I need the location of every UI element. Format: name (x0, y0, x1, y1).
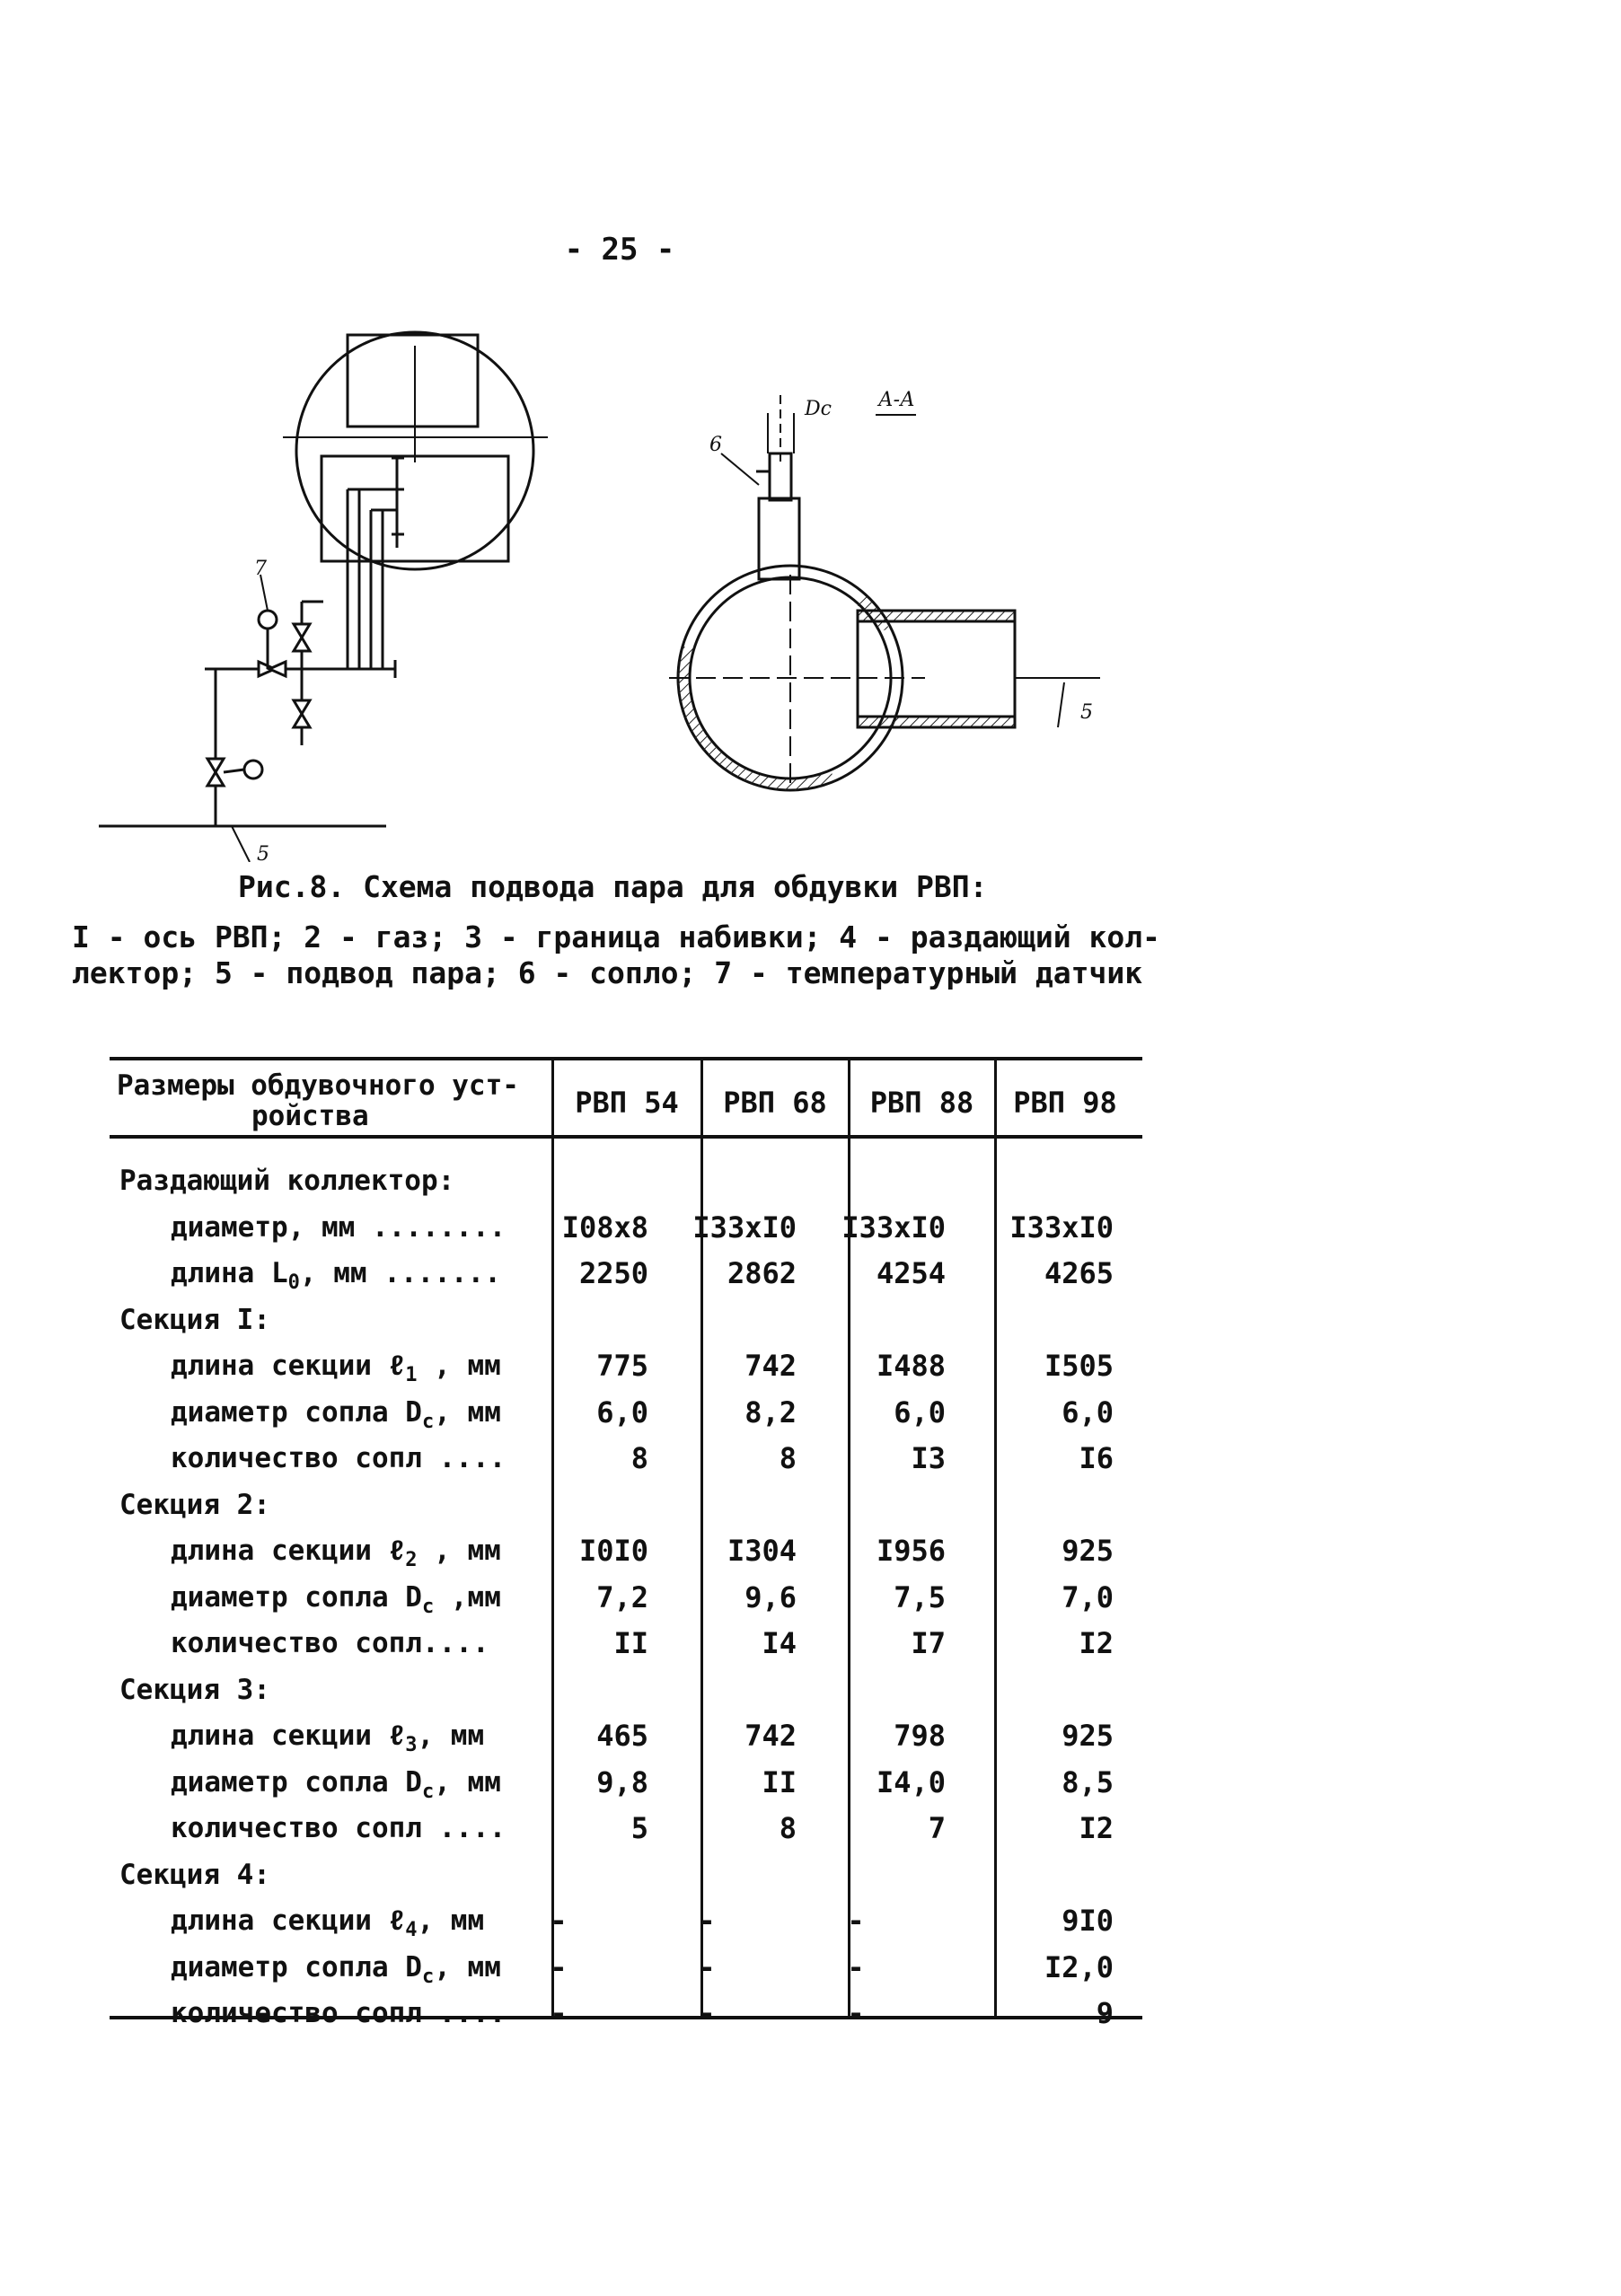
table-cell: I956 (876, 1534, 946, 1568)
row-label-suffix: ,мм (434, 1580, 501, 1614)
row-label-subscript: 1 (405, 1364, 418, 1387)
row-label-suffix: , мм (434, 1395, 501, 1429)
row-label-suffix: , мм (417, 1350, 501, 1382)
table-cell: - (550, 1996, 568, 2030)
table-cell: - (550, 1904, 568, 1938)
table-cell: - (847, 1996, 865, 2030)
row-label-subscript: c (421, 1595, 435, 1618)
row-label-subscript: 0 (287, 1271, 300, 1295)
table-cell: 8 (779, 1441, 797, 1475)
row-label-text: диаметр сопла D (171, 1950, 422, 1984)
table-cell: I0I0 (578, 1534, 648, 1568)
table-cell: - (698, 1996, 716, 2030)
table-cell: I2 (1079, 1811, 1114, 1845)
section-label: А-А (878, 389, 915, 411)
table-cell: 775 (596, 1349, 648, 1383)
table-cell: I3 (911, 1441, 946, 1475)
table-group-label: Секция 4: (119, 1858, 270, 1891)
table-cell: 742 (744, 1719, 797, 1753)
row-label-suffix: , мм (434, 1765, 501, 1799)
row-label-subscript: c (421, 1410, 435, 1433)
table-cell: II (613, 1626, 648, 1660)
row-label-text: диаметр сопла D (171, 1395, 422, 1429)
table-cell: 925 (1062, 1534, 1114, 1568)
table-cell: 5 (630, 1811, 648, 1845)
callout-5-right: 5 (1080, 701, 1093, 724)
table-header-rule (110, 1135, 1142, 1139)
table-cell: 4254 (876, 1256, 946, 1290)
table-row-label: количество сопл .... (171, 1997, 507, 2029)
table-cell: I33xI0 (692, 1210, 797, 1245)
row-label-suffix: , мм (417, 1905, 485, 1937)
table-cell: II (762, 1764, 797, 1799)
table-row-label: количество сопл.... (171, 1627, 489, 1659)
table-row-label: количество сопл .... (171, 1812, 507, 1844)
table-cell: I4 (762, 1626, 797, 1660)
table-cell: 9 (1096, 1996, 1114, 2030)
table-cell: - (847, 1904, 865, 1938)
table-cell: 6,0 (1062, 1394, 1114, 1430)
row-label-suffix: , мм (434, 1950, 501, 1984)
table-group-label: Раздающий коллектор: (119, 1165, 455, 1197)
table-cell: - (698, 1904, 716, 1938)
row-label-subscript: c (421, 1780, 435, 1803)
table-group-label: Секция 3: (119, 1673, 270, 1706)
steam-supply-diagram (0, 0, 1621, 862)
table-cell: 8,5 (1062, 1764, 1114, 1799)
table-cell: 8,2 (744, 1394, 797, 1430)
row-label-text: длина L (171, 1257, 288, 1289)
header-param-line-1: Размеры обдувочного уст- (117, 1069, 519, 1102)
table-cell: 9,6 (744, 1579, 797, 1614)
table-cell: 8 (630, 1441, 648, 1475)
table-cell: 7 (928, 1811, 946, 1845)
header-col-rvp98: РВП 98 (1013, 1086, 1117, 1120)
table-cell: 798 (894, 1719, 946, 1753)
table-cell: I2 (1079, 1626, 1114, 1660)
header-col-rvp88: РВП 88 (869, 1086, 974, 1120)
table-cell: I6 (1079, 1441, 1114, 1475)
row-label-suffix: , мм ....... (299, 1257, 501, 1289)
table-cell: 7,2 (596, 1579, 648, 1614)
table-row-label: диаметр, мм ........ (171, 1210, 507, 1244)
table-cell: I33xI0 (1009, 1210, 1114, 1245)
row-label-text: длина секции ℓ (171, 1720, 406, 1752)
table-cell: 4265 (1044, 1256, 1114, 1290)
callout-5-left: 5 (257, 843, 269, 862)
table-cell: 2862 (727, 1256, 797, 1290)
table-cell: 9,8 (596, 1764, 648, 1799)
table-group-label: Секция 2: (119, 1488, 270, 1521)
upper-packing-rect (348, 335, 478, 427)
table-cell: 8 (779, 1811, 797, 1845)
header-param-line-2: ройства (251, 1100, 369, 1132)
table-cell: I2,0 (1044, 1949, 1114, 1984)
table-cell: I7 (911, 1626, 946, 1660)
table-cell: I488 (876, 1349, 946, 1383)
temperature-sensor (259, 611, 277, 629)
row-label-text: диаметр сопла D (171, 1765, 422, 1799)
table-cell: I33xI0 (841, 1210, 946, 1245)
row-label-text: длина секции ℓ (171, 1535, 406, 1567)
table-group-label: Секция I: (119, 1303, 270, 1336)
row-label-subscript: 3 (405, 1734, 418, 1757)
table-cell: I08x8 (561, 1210, 648, 1245)
legend-line-2: лектор; 5 - подвод пара; 6 - сопло; 7 - температурный датчик (72, 955, 1143, 990)
callout-6: 6 (709, 434, 722, 456)
row-label-suffix: , мм (417, 1535, 501, 1567)
figure-caption-title: Рис.8. Схема подвода пара для обдувки РВП: (238, 869, 988, 904)
table-cell: 7,0 (1062, 1579, 1114, 1614)
table-row-label: количество сопл .... (171, 1442, 507, 1474)
table-cell: - (847, 1949, 865, 1984)
table-cell: 2250 (578, 1256, 648, 1290)
table-cell: I505 (1044, 1349, 1114, 1383)
legend-line-1: I - ось РВП; 2 - газ; 3 - граница набивки; 4 - раздающий кол- (72, 919, 1160, 954)
page-number: - 25 - (564, 232, 675, 268)
row-label-text: диаметр сопла D (171, 1580, 422, 1614)
row-label-subscript: c (421, 1965, 435, 1988)
callout-7: 7 (254, 558, 267, 580)
table-cell: I304 (727, 1534, 797, 1568)
table-top-rule (110, 1057, 1142, 1060)
row-label-subscript: 4 (405, 1919, 418, 1942)
table-cell: 6,0 (596, 1394, 648, 1430)
row-label-subscript: 2 (405, 1549, 418, 1572)
table-cell: 6,0 (894, 1394, 946, 1430)
table-cell: 742 (744, 1349, 797, 1383)
lower-packing-rect (322, 456, 508, 561)
table-cell: 9I0 (1062, 1904, 1114, 1938)
table-cell: - (698, 1949, 716, 1984)
header-col-rvp54: РВП 54 (575, 1086, 679, 1120)
row-label-text: длина секции ℓ (171, 1905, 406, 1937)
row-label-text: длина секции ℓ (171, 1350, 406, 1382)
figure-legend (72, 919, 1203, 991)
header-param (117, 1070, 548, 1131)
table-cell: - (550, 1949, 568, 1984)
table-cell: 925 (1062, 1719, 1114, 1753)
header-col-rvp68: РВП 68 (723, 1086, 827, 1120)
table-cell: 7,5 (894, 1579, 946, 1614)
table-cell: 465 (596, 1719, 648, 1753)
row-label-suffix: , мм (417, 1720, 485, 1752)
nozzle-dim-label: Dc (805, 398, 832, 420)
table-cell: I4,0 (876, 1764, 946, 1799)
